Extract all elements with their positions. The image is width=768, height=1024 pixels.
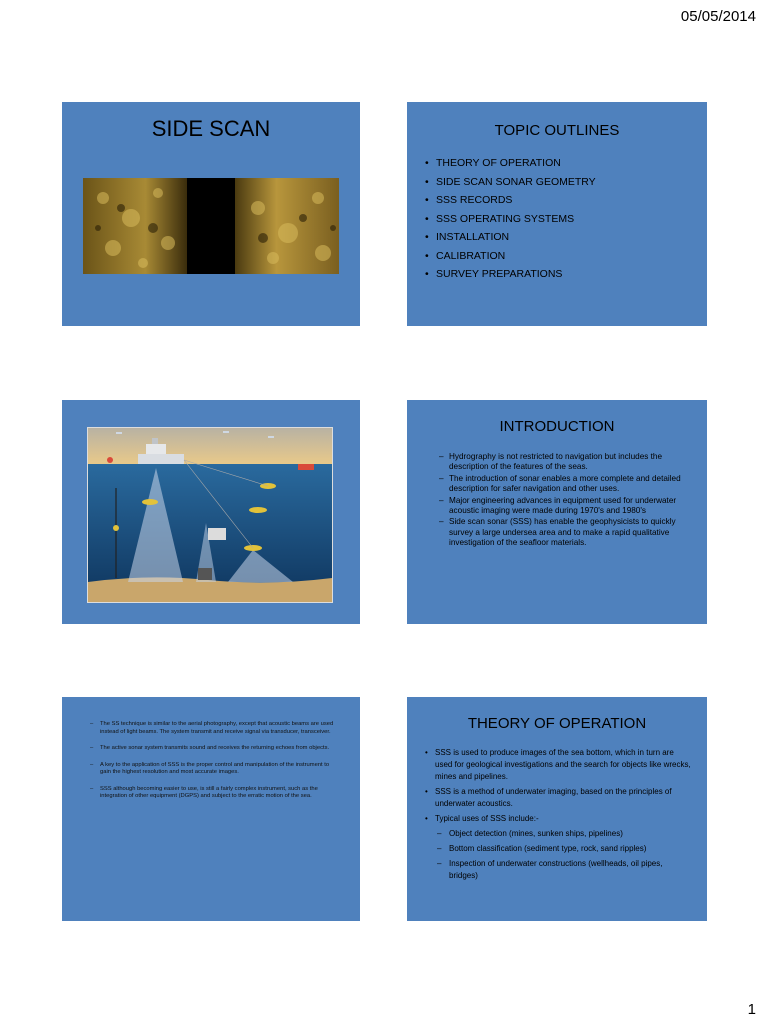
- side-scan-sonar-image: [83, 178, 339, 274]
- list-item: • SSS is used to produce images of the sea bottom, which in turn are used for geological investigations and the search for objects like wrecks, mines and pipelines.: [425, 748, 691, 781]
- list-item: – The active sonar system transmits sound and receives the returning echoes from objects.: [90, 745, 330, 751]
- list-item: – Side scan sonar (SSS) has enable the geophysicists to quickly survey a large undersea area and to make a rapid qualitative investigation of the seafloor materials.: [439, 517, 676, 548]
- sub-list-item: – Inspection of underwater constructions (wellheads, oil pipes, bridges): [437, 859, 663, 880]
- slide-ss-technique: [62, 697, 360, 921]
- list-item: • SIDE SCAN SONAR GEOMETRY: [425, 175, 596, 188]
- list-item: – Major engineering advances in equipment used for underwater acoustic imaging were made during 1970's and 1980's: [439, 495, 677, 516]
- underwater-survey-illustration: [87, 427, 333, 603]
- slide-title: TOPIC OUTLINES: [494, 122, 620, 139]
- slide-introduction: [407, 400, 707, 624]
- sub-list-item: – Object detection (mines, sunken ships, pipelines): [437, 829, 623, 838]
- sub-list-item: – Bottom classification (sediment type, rock, sand ripples): [437, 844, 647, 853]
- page-number: 1: [747, 1001, 756, 1018]
- list-item: • SSS OPERATING SYSTEMS: [425, 212, 575, 225]
- list-item: – SSS although becoming easier to use, is still a fairly complex instrument, such as the integration of other equipment (DGPS) and subject to the erratic motion of the sea.: [90, 785, 318, 799]
- list-item: • THEORY OF OPERATION: [425, 157, 561, 169]
- slide-title: THEORY OF OPERATION: [467, 715, 647, 732]
- slide-topic-outlines: [407, 102, 707, 326]
- list-item: – The SS technique is similar to the aerial photography, except that acoustic beams are used instead of light beams. The system transmit and receive signal via transducer, transceiver.: [90, 721, 334, 735]
- header-date: 05/05/2014: [680, 8, 756, 25]
- topic-list: [425, 157, 596, 287]
- slide-sonar-diagram: [62, 400, 360, 624]
- list-item: – The introduction of sonar enables a more complete and detailed description for safer navigation and other uses.: [439, 473, 681, 494]
- list-item: • SSS is a method of underwater imaging, based on the principles of underwater acoustics.: [425, 787, 672, 808]
- list-item: • INSTALLATION: [425, 231, 510, 243]
- slide-side-scan: [62, 102, 360, 326]
- list-item: – Hydrography is not restricted to navigation but includes the description of the features of the seas.: [439, 452, 662, 472]
- theory-list: [425, 747, 693, 885]
- list-item: • CALIBRATION: [425, 249, 506, 262]
- list-item: • SURVEY PREPARATIONS: [425, 268, 563, 280]
- introduction-list: [439, 452, 689, 550]
- list-item: • SSS RECORDS: [425, 194, 513, 206]
- slide-theory-of-operation: [407, 697, 707, 921]
- slide-title: SIDE SCAN: [151, 116, 271, 141]
- list-item: – A key to the application of SSS is the proper control and manipulation of the instrument to gain the highest resolution and most accurate images.: [90, 761, 330, 775]
- technique-list: [90, 721, 340, 810]
- slide-title: INTRODUCTION: [499, 418, 615, 435]
- list-item: • Typical uses of SSS include:-: [425, 814, 539, 823]
